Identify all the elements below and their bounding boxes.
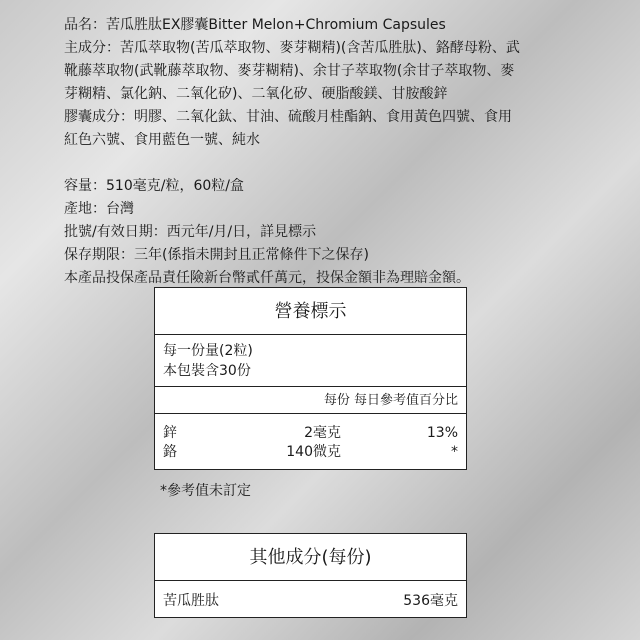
other-ingredient-name: 苦瓜胜肽 <box>163 593 219 609</box>
nutrition-row-chromium <box>155 443 466 462</box>
ingredients-line-1: 主成分：苦瓜萃取物(苦瓜萃取物、麥芽糊精)(含苦瓜胜肽)、鉻酵母粉、武 <box>64 40 520 56</box>
spacer <box>64 152 584 175</box>
product-info-block <box>64 14 584 290</box>
other-ingredient-row <box>155 581 466 610</box>
other-ingredient-amount: 536毫克 <box>403 593 458 609</box>
capacity-line: 容量：510毫克/粒，60粒/盒 <box>64 178 244 194</box>
capsule-ingredients-line-1: 膠囊成分：明膠、二氧化鈦、甘油、硫酸月桂酯鈉、食用黃色四號、食用 <box>64 109 512 125</box>
nutrition-column-header: 每份 每日參考值百分比 <box>155 387 466 414</box>
nutrition-title: 營養標示 <box>155 288 466 335</box>
nutrition-facts-panel <box>154 287 467 470</box>
capsule-ingredients-line-2: 紅色六號、食用藍色一號、純水 <box>64 132 260 148</box>
ingredients-line-2: 靴藤萃取物(武靴藤萃取物、麥芽糊精)、余甘子萃取物(余甘子萃取物、麥 <box>64 63 515 79</box>
nutrient-amount: 140微克 <box>286 444 341 460</box>
serving-info <box>155 335 466 387</box>
servings-per-pack: 本包裝含30份 <box>163 363 251 379</box>
product-name-line: 品名：苦瓜胜肽EX膠囊Bitter Melon+Chromium Capsules <box>64 17 446 33</box>
other-ingredients-title: 其他成分(每份) <box>155 534 466 581</box>
nutrient-name: 鉻 <box>163 444 177 460</box>
insurance-line: 本產品投保產品責任險新台幣貳仟萬元，投保金額非為理賠金額。 <box>64 270 470 286</box>
nutrition-rows <box>155 414 466 462</box>
reference-footnote: *參考值未訂定 <box>160 483 251 499</box>
origin-line: 產地：台灣 <box>64 201 134 217</box>
nutrient-name: 鋅 <box>163 425 177 441</box>
nutrition-row-zinc <box>155 424 466 443</box>
nutrient-amount: 2毫克 <box>304 425 341 441</box>
nutrient-percent: * <box>451 444 458 460</box>
shelf-life-line: 保存期限：三年(係指未開封且正常條件下之保存) <box>64 247 369 263</box>
other-ingredients-panel <box>154 533 467 618</box>
nutrient-percent: 13% <box>426 425 458 441</box>
ingredients-line-3: 芽糊精、氯化鈉、二氧化矽)、二氧化矽、硬脂酸鎂、甘胺酸鋅 <box>64 86 448 102</box>
serving-size: 每一份量(2粒) <box>163 343 253 359</box>
batch-line: 批號/有效日期：西元年/月/日，詳見標示 <box>64 224 317 240</box>
